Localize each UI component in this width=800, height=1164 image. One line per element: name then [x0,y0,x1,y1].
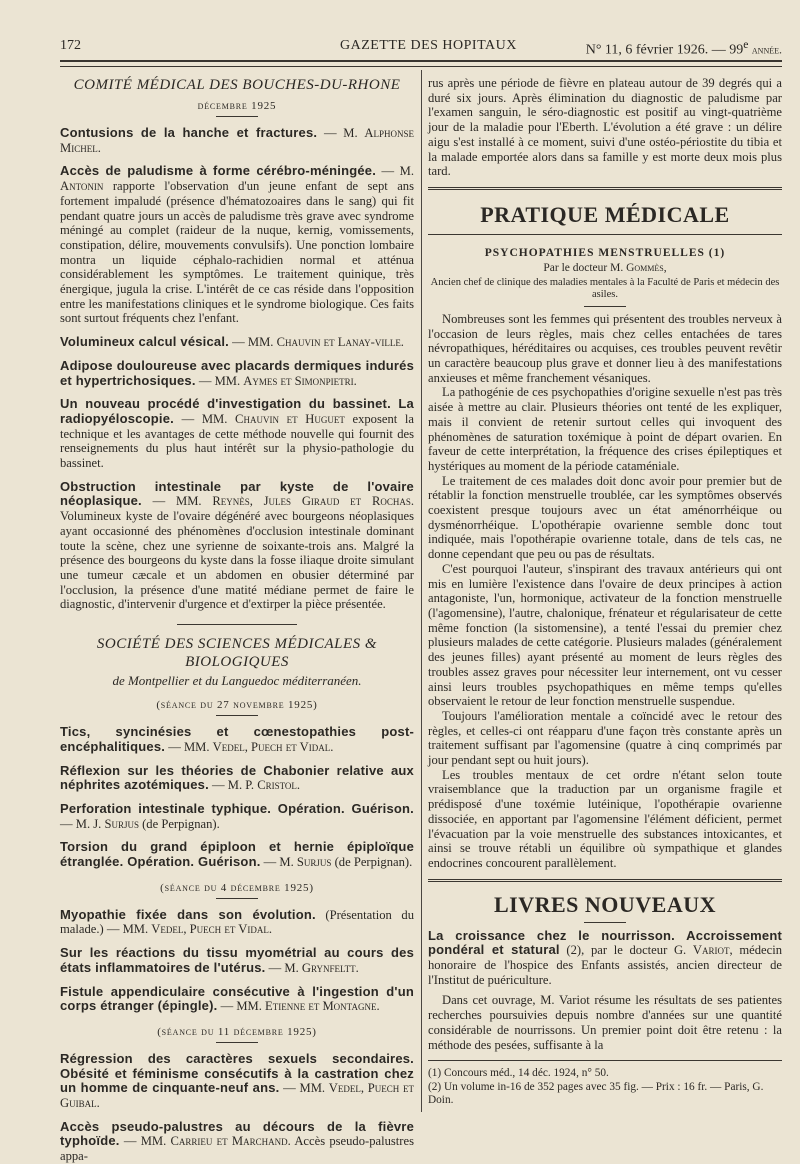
report-entry [60,946,414,975]
entry-authors: Aymes et Simonpietri. [243,373,357,388]
entry-text: — M. [317,126,365,140]
article-body [428,312,782,871]
entry-authors: Vedel, Puech et Guibal. [60,1081,414,1111]
entry-authors: Alphonse Michel. [60,126,414,155]
entry-authors: Surjus [104,816,139,831]
entry-title: Contusions de la hanche et fractures. [60,125,318,140]
footnote-rule [428,1060,782,1061]
entry-text: (Présentation du malade.) — MM. [60,907,415,937]
report-entry [60,335,414,350]
short-rule [216,715,258,716]
entry-text: rapporte l'observation d'un jeune enfant de sept ans fortement impaludé (présence d'hématozoaires dans le sang) qui fit pendant quatre jours un accès de paludisme très grave avec syndrome méningé au complet (raideur de la nuque, kernig, vomissements, constipation, délire, mouvements convulsifs). Une ponction lombaire montra un liquide céphalo-rachidien normal et atténua considérablement les symptômes. Le traitement quinique, très énergique, jugula la crise. L'intérêt de ce cas réside dans l'opposition entre les manifestations cliniques et le syndrome biologique. Ces faits sont surtout fréquents chez l'enfant. [60,179,414,326]
section-title: LIVRES NOUVEAUX [493,891,717,917]
report-entry [60,985,414,1014]
entry-authors: Grynfeltt. [301,960,359,975]
right-column [428,76,782,1108]
entry-text: Accès pseudo-palustres appa- [60,1134,414,1164]
session-date: (séance du 11 décembre 1925) [157,1025,317,1038]
column-divider [421,70,422,1112]
article-paragraph: Le traitement de ces malades doit donc avoir pour premier but de rétablir la fonction menstruelle troublée, car les symptômes observés coexistent presque toujours avec un état aménorrhéique ou dysménorrhéique. L'opothérapie ovarienne semble donc tout indiquée, mais l'opothérapie ovarienne totale, dans de tels cas, ne donne cependant que peu ou pas de résultats. [428,473,782,562]
entry-title: Perforation intestinale typhique. Opération. Guérison. [60,800,414,816]
footnote: (2) Un volume in-16 de 352 pages avec 35 fig. — Prix : 16 fr. — Paris, G. Doin. [428,1080,764,1107]
section-societe [60,635,414,1164]
article-paragraph: Nombreuses sont les femmes qui présentent des troubles nerveux à l'occasion de leurs règles, mais chez celles entachées de tares névropathiques, héréditaires ou acquises, ces troubles peuvent revêtir un caractère beaucoup plus grave et donner lieu à des manifestations anxieuses et même franchement vésaniques. [428,311,782,385]
entry-text: — M. J. [60,816,105,831]
article-paragraph: Les troubles mentaux de cet ordre n'étant selon toute vraisemblance que la traduction par un organisme fragile et prédisposé d'une toxémie lutéinique, l'opothérapie ovarienne dissociée, en apportant par l'agomensine l'élément déficient, permet l'évacuation par la voie menstruelle des substances intoxicantes, et ainsi se trouve rétabli un équilibre où sympathique et glandes endocrines concourent parallèlement. [428,767,782,870]
entry-authors: Vedel, Puech et Vidal. [151,922,272,937]
entry-text: — M. [376,164,415,179]
entry-text: — MM. [141,494,213,509]
entry-text: — M. [260,855,297,870]
entry-title: Accès de paludisme à forme cérébro-méningée. [60,163,377,179]
entries-list [60,126,414,612]
entry-text: — MM. [228,335,277,350]
footnote: (1) Concours méd., 14 déc. 1924, n° 50. [428,1067,609,1080]
entry-title: Tics, syncinésies et cœnestopathies post-encéphalitiques. [60,724,414,754]
report-entry [60,725,414,754]
entry-text: — M. P. [208,778,258,793]
report-entry [60,126,414,155]
short-rule [584,922,626,923]
short-rule [216,116,258,117]
entry-authors: Chauvin et Huguet [235,411,345,426]
session-date: (séance du 27 novembre 1925) [156,699,318,712]
entry-title: Un nouveau procédé d'investigation du bassinet. La radiopyéloscopie. [60,396,414,426]
report-entry [60,764,414,793]
article-paragraph: La pathogénie de ces psychopathies d'origine sexuelle n'est pas très aisée à mettre au clair. Plusieurs théories ont tenté de les expliquer, mais il convient de retenir surtout celles qui invoquent des phénomènes de saturation toxémique à point de départ ovarien. En faveur de cette interprétation, la fréquence des crises épileptiques et hystériques au moment de la période cataméniale. [428,385,782,473]
section-rule [428,879,782,886]
entry-title: Adipose douloureuse avec placards dermiques indurés et hypertrichosiques. [60,357,414,388]
article-affiliation: Ancien chef de clinique des maladies mentales à la Faculté de Paris et médecin des asiles. [430,276,780,300]
entry-authors: Chauvin et Lanay-ville. [276,335,404,350]
left-column [60,76,414,1164]
section-title: PRATIQUE MÉDICALE [480,201,730,227]
short-rule [584,306,626,307]
section-title: SOCIÉTÉ DES SCIENCES MÉDICALES & BIOLOGIQUES [96,636,378,671]
session-date: (séance du 4 décembre 1925) [160,881,314,894]
report-entry [60,480,414,612]
separator-rule [177,624,297,625]
section-subtitle: de Montpellier et du Languedoc méditerranéen. [112,673,362,689]
short-rule [216,1042,258,1043]
article-paragraph: C'est pourquoi l'auteur, s'inspirant des travaux antérieurs qui ont mis en lumière l'existence dans l'ovaire de deux principes à action antagoniste, l'un, hormonique, activateur de la fonction menstruelle (l'agomensine), l'autre, chalonique, frénateur et régularisateur de cette même fonction (la sistomensine), a tenté l'essai du premier chez plusieurs malades de cette catégorie. Plusieurs malades (généralement des jeunes filles) ayant présenté au moment de leurs règles des troubles assez graves pour nécessiter leur internement, ont vu cesser ainsi leurs troubles psychopathiques en même temps qu'elles observaient le retour de leur fonction menstruelle suspendue. [428,561,782,709]
entry-title: Myopathie fixée dans son évolution. [60,906,316,922]
entry-authors: Cristol. [257,778,301,793]
section-title: COMITÉ MÉDICAL DES BOUCHES-DU-RHONE [73,77,401,93]
entry-title: Réflexion sur les théories de Chabonier relative aux néphrites azotémiques. [60,762,414,793]
entry-text: exposent la technique et les avantages de cette méthode nouvelle qui fournit des renseignements du plus haut intérêt sur la physio-pathologie du bassinet. [60,411,415,471]
entry-text: — MM. [173,411,236,426]
report-entry [60,397,414,471]
entry-text: — MM. [279,1081,329,1096]
journal-title: GAZETTE DES HOPITAUX [340,38,517,53]
report-entry [60,359,414,388]
report-entry [60,1120,414,1164]
report-entry [60,802,414,831]
title-rule [428,234,782,235]
entry-title: Torsion du grand épiploon et hernie épiploïque étranglée. Opération. Guérison. [60,839,414,870]
report-entry [60,164,414,326]
entry-text: (de Perpignan). [138,816,220,831]
entry-title: Fistule appendiculaire consécutive à l'ingestion d'un corps étranger (épingle). [60,983,414,1014]
report-entry [60,908,414,937]
book-entry: La croissance chez le nourrisson. Accroissement pondéral et statural (2), par le docteur G. Variot, médecin honoraire de l'hospice des Enfants assistés, ancien directeur de l'Institut de puériculture. [428,927,783,987]
article-byline: Par le docteur M. Gommès, [543,261,667,274]
header-rule [60,60,782,62]
entry-authors: Etienne et Montagne. [265,999,380,1014]
article-paragraph: Toujours l'amélioration mentale a coïncidé avec le retour des règles, et celles-ci ont réapparu d'une façon très constante après un traitement suffisant par l'agomensine (quatre à cinq comprimés par jour pendant sept ou huit jours). [428,708,782,768]
entry-text: — M. [265,960,302,975]
entry-title: Obstruction intestinale par kyste de l'ovaire néoplasique. [60,478,414,509]
report-entry [60,840,414,869]
entry-text: — MM. [165,739,213,754]
continuation-paragraph: rus après une période de fièvre en plateau autour de 39 degrés qui a duré six jours. Après élimination du diagnostic de paludisme par l'examen sanguin, le séro-diagnostic est positif au vingt-quatrième jour de la maladie pour l'Eberth. L'évolution a été grave : un délire aigu s'est installé à ce moment, suivi d'une ostéo-périostite du tibia et la malade emportée alors dans sa famille y est morte deux mois plus tard. [428,76,782,179]
entry-text: (de Perpignan). [331,855,413,870]
entry-text: — MM. [195,373,244,388]
page-number: 172 [60,38,81,53]
entry-authors: Surjus [296,855,332,870]
entry-text: Volumineux kyste de l'ovaire dégénéré avec bourgeons néoplasiques ayant occasionné des phénomènes d'occlusion intestinale dominant toute la scène, chez une syrienne de soixante-trois ans. Malgré la présence des bourgeons du kyste dans la fosse iliaque droite simulant une tumeur cæcale et un abdomen en obusier déterminé par l'occlusion, la présence d'une matité médiane permet de faire le diagnostic, d'intervenir d'urgence et d'extirper la pièce présentée. [60,509,414,612]
entry-title: Volumineux calcul vésical. [60,334,229,350]
footnotes [428,1067,782,1108]
entry-authors: Reynès, Jules Giraud et Rochas. [212,494,414,509]
book-paragraph: Dans cet ouvrage, M. Variot résume les résultats de ses patientes recherches poursuivies depuis nombre d'années sur une quantité considérable de nourrissons. Un premier point doit être retenu : la méthode des pesées, suffisante à la [428,993,782,1052]
entry-authors: Antonin [60,179,104,194]
report-entry [60,1052,414,1111]
entry-title: Régression des caractères sexuels secondaires. Obésité et féminisme consécutifs à la castration chez un homme de cinquante-neuf ans. [60,1050,414,1096]
entry-title: Sur les réactions du tissu myométrial au cours des états inflammatoires de l'utérus. [60,945,414,975]
entry-authors: Vedel, Puech et Vidal. [212,739,334,754]
article-title: PSYCHOPATHIES MENSTRUELLES (1) [484,246,726,259]
entry-text: — MM. [217,999,266,1014]
entry-title: Accès pseudo-palustres au décours de la fièvre typhoïde. [60,1118,414,1149]
issue-info: N° 11, 6 février 1926. — 99e année. [585,38,782,58]
section-date: décembre 1925 [197,100,277,112]
section-rule [428,187,782,194]
page-header [60,38,782,58]
sessions-list [60,699,414,1164]
entry-text: — MM. [119,1134,171,1149]
header-rule-thin [60,66,782,67]
section-comite [60,76,414,612]
entry-authors: Carrieu et Marchand. [170,1134,291,1149]
short-rule [216,898,258,899]
